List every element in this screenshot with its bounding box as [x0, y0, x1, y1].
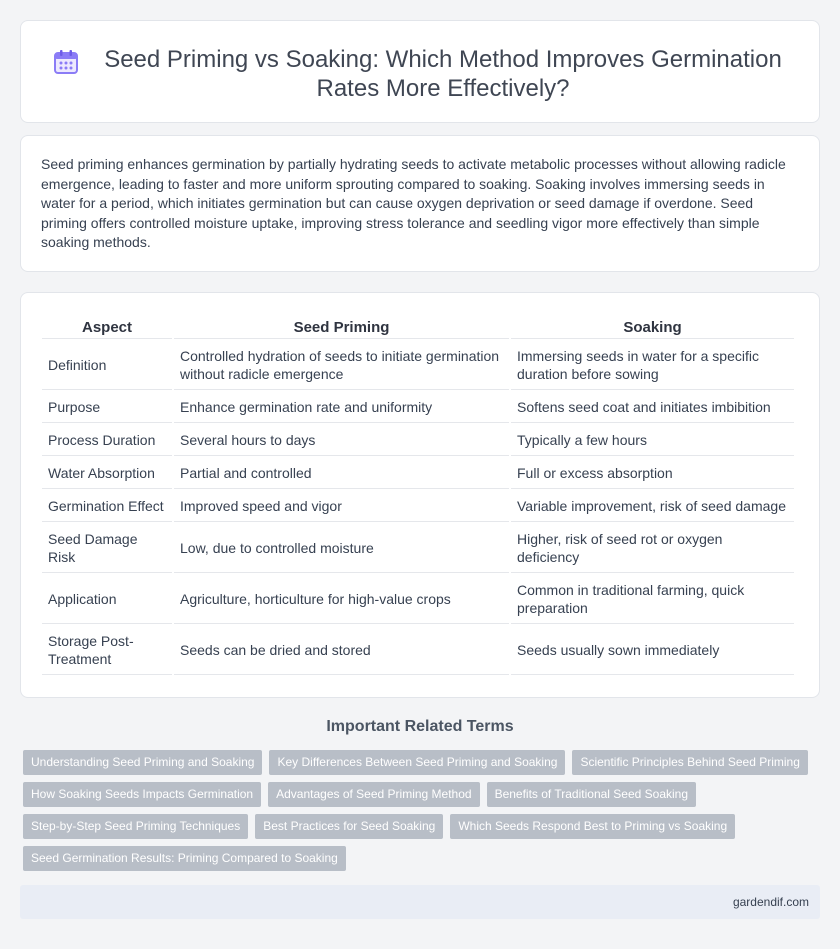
seed-priming-cell: Several hours to days: [174, 425, 509, 456]
title-row: [21, 45, 819, 103]
table-row: [42, 575, 794, 624]
footer: [20, 885, 820, 919]
related-term-tag[interactable]: Which Seeds Respond Best to Priming vs Soaking: [450, 814, 735, 839]
aspect-cell: Germination Effect: [42, 491, 172, 522]
soaking-cell: Immersing seeds in water for a specific duration before sowing: [511, 341, 794, 390]
intro-card: [20, 135, 820, 272]
aspect-cell: Application: [42, 575, 172, 624]
calendar-icon: [52, 48, 80, 76]
site-link[interactable]: gardendif.com: [732, 895, 809, 909]
intro-paragraph: Seed priming enhances germination by partially hydrating seeds to activate metabolic processes without allowing radicle emergence, leading to faster and more uniform sprouting compared to soaking. Soaking involves immersing seeds in water for a period, which initiates germination but can cause oxygen deprivation or seed damage if overdone. Seed priming offers controlled moisture uptake, improving stress tolerance and seedling vigor more effectively than simple soaking methods.: [41, 156, 786, 250]
related-term-tag[interactable]: Key Differences Between Seed Priming and Soaking: [269, 750, 565, 775]
seed-priming-cell: Partial and controlled: [174, 458, 509, 489]
related-term-tag[interactable]: Understanding Seed Priming and Soaking: [23, 750, 262, 775]
related-term-tag[interactable]: Step-by-Step Seed Priming Techniques: [23, 814, 248, 839]
seed-priming-cell: Low, due to controlled moisture: [174, 524, 509, 573]
soaking-cell: Seeds usually sown immediately: [511, 626, 794, 675]
seed-priming-cell: Enhance germination rate and uniformity: [174, 392, 509, 423]
table-header-row: [42, 315, 794, 339]
table-row: [42, 626, 794, 675]
table-row: [42, 491, 794, 522]
seed-priming-cell: Seeds can be dried and stored: [174, 626, 509, 675]
seed-priming-cell: Agriculture, horticulture for high-value crops: [174, 575, 509, 624]
table-row: [42, 524, 794, 573]
aspect-cell: Process Duration: [42, 425, 172, 456]
related-terms-heading: Important Related Terms: [326, 718, 514, 735]
aspect-cell: Definition: [42, 341, 172, 390]
aspect-cell: Water Absorption: [42, 458, 172, 489]
soaking-cell: Softens seed coat and initiates imbibition: [511, 392, 794, 423]
seed-priming-cell: Improved speed and vigor: [174, 491, 509, 522]
related-term-tag[interactable]: Best Practices for Seed Soaking: [255, 814, 443, 839]
soaking-cell: Full or excess absorption: [511, 458, 794, 489]
table-row: [42, 392, 794, 423]
aspect-cell: Storage Post-Treatment: [42, 626, 172, 675]
table-row: [42, 425, 794, 456]
table-row: [42, 341, 794, 390]
related-term-tag[interactable]: Advantages of Seed Priming Method: [268, 782, 479, 807]
table-row: [42, 458, 794, 489]
soaking-cell: Higher, risk of seed rot or oxygen deficiency: [511, 524, 794, 573]
header-aspect: Aspect: [42, 315, 172, 339]
aspect-cell: Purpose: [42, 392, 172, 423]
comparison-table-card: [20, 292, 820, 698]
title-card: [20, 20, 820, 123]
related-term-tag[interactable]: Seed Germination Results: Priming Compared to Soaking: [23, 846, 346, 871]
header-soaking: Soaking: [511, 315, 794, 339]
page-title: Seed Priming vs Soaking: Which Method Improves Germination Rates More Effectively?: [104, 46, 782, 102]
comparison-table: [40, 313, 796, 677]
aspect-cell: Seed Damage Risk: [42, 524, 172, 573]
soaking-cell: Variable improvement, risk of seed damage: [511, 491, 794, 522]
related-term-tag[interactable]: Benefits of Traditional Seed Soaking: [487, 782, 696, 807]
soaking-cell: Common in traditional farming, quick preparation: [511, 575, 794, 624]
related-term-tag[interactable]: Scientific Principles Behind Seed Priming: [572, 750, 807, 775]
header-seed-priming: Seed Priming: [174, 315, 509, 339]
related-terms-tags: [23, 750, 813, 871]
soaking-cell: Typically a few hours: [511, 425, 794, 456]
related-term-tag[interactable]: How Soaking Seeds Impacts Germination: [23, 782, 261, 807]
seed-priming-cell: Controlled hydration of seeds to initiate germination without radicle emergence: [174, 341, 509, 390]
